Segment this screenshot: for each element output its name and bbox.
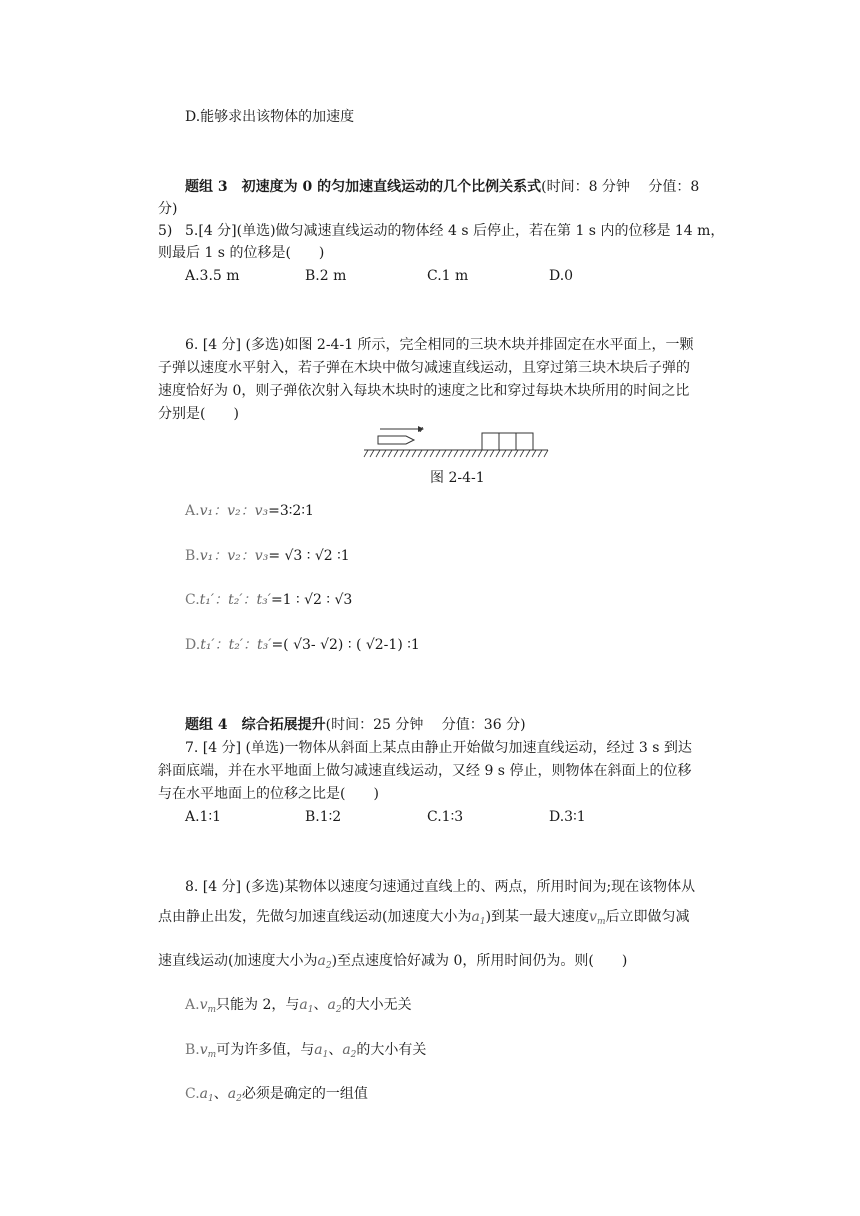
q8-option-c-text2: 必须是确定的一组值 xyxy=(241,1086,368,1102)
figure-caption: 图 2-4-1 xyxy=(430,470,485,486)
q6-option-d-value: =( √3- √2) ∶ ( √2-1) ∶1 xyxy=(271,637,420,653)
q8-option-c-a1: $a_1$ xyxy=(199,1086,214,1104)
q6-stem-line4: 分别是( ) xyxy=(158,406,239,422)
q8-symbol-vm: $v_m$ xyxy=(589,909,606,927)
q6-option-c-vars: t₁′：t₂′：t₃′ xyxy=(199,592,271,608)
q8-line2-part3: 后立即做匀减 xyxy=(605,909,690,925)
group4-title: 题组 4 综合拓展提升 xyxy=(185,717,326,733)
q8-option-a-a1: $a_1$ xyxy=(299,997,314,1015)
q8-option-b-prefix: B. xyxy=(185,1042,200,1058)
q7-option-c: C.1∶3 xyxy=(427,809,464,825)
q8-option-c-prefix: C. xyxy=(185,1086,200,1102)
q6-stem-line2: 子弹以速度水平射入，若子弹在木块中做匀减速直线运动，且穿过第三块木块后子弹的 xyxy=(158,360,690,376)
q6-option-c-prefix: C. xyxy=(185,592,200,608)
figure-bullet-blocks xyxy=(362,424,552,460)
bullet-shape xyxy=(378,436,414,444)
q6-stem-line3: 速度恰好为 0，则子弹依次射入每块木块时的速度之比和穿过每块木块所用的时间之比 xyxy=(158,383,690,399)
group3-header xyxy=(185,176,699,198)
q5-option-c: C.1 m xyxy=(427,268,469,284)
q8-line3-part2: )至点速度恰好减为 0，所用时间仍为。则( ) xyxy=(331,953,628,969)
ground-hatching xyxy=(364,450,548,457)
block-1 xyxy=(482,433,499,450)
q6-option-a xyxy=(185,500,314,522)
q4-option-d: D.能够求出该物体的加速度 xyxy=(185,109,355,125)
q6-option-c-value: =1 ∶ √2 ∶ √3 xyxy=(270,592,353,608)
q6-option-b-value: = √3 ∶ √2 ∶1 xyxy=(268,548,350,564)
q8-line2-part2: )到某一最大速度 xyxy=(485,909,590,925)
q5-option-b: B.2 m xyxy=(305,268,347,284)
q8-symbol-a2: $a_2$ xyxy=(317,953,332,971)
q8-stem-line3 xyxy=(158,950,627,977)
q6-option-d-vars: t₁′：t₂′：t₃′ xyxy=(200,637,272,653)
q8-stem-line2 xyxy=(158,906,690,933)
group3-meta-cont: 分) xyxy=(158,201,178,217)
block-2 xyxy=(499,433,516,450)
q7-option-a: A.1∶1 xyxy=(185,809,222,825)
q8-option-a xyxy=(185,994,412,1021)
q8-option-a-vm: $v_m$ xyxy=(199,997,217,1015)
group4-header xyxy=(185,714,526,736)
q8-line3-part1: 速直线运动(加速度大小为 xyxy=(158,953,318,969)
q7-option-b: B.1∶2 xyxy=(305,809,342,825)
q6-option-b xyxy=(185,545,350,567)
q8-option-a-prefix: A. xyxy=(185,997,200,1013)
q6-option-b-prefix: B. xyxy=(185,548,200,564)
q6-option-b-vars: v₁：v₂：v₃ xyxy=(199,548,269,564)
q8-option-a-text3: 的大小无关 xyxy=(341,997,412,1013)
q7-stem-line1: 7. [4 分] (单选)一物体从斜面上某点由静止开始做匀加速直线运动，经过 3 s 到达 xyxy=(185,740,692,756)
q8-option-a-text1: 只能为 2，与 xyxy=(216,997,300,1013)
q6-option-d-prefix: D. xyxy=(185,637,201,653)
q8-option-b-text2: 、 xyxy=(328,1042,343,1058)
q8-option-b xyxy=(185,1039,426,1066)
q6-option-a-prefix: A. xyxy=(185,503,200,519)
q8-option-a-text2: 、 xyxy=(313,997,328,1013)
q8-option-b-a1: $a_1$ xyxy=(314,1042,329,1060)
group3-index: 5) xyxy=(158,223,173,239)
group3-title: 题组 3 初速度为 0 的匀加速直线运动的几个比例关系式 xyxy=(185,179,542,195)
group3-meta: (时间：8 分钟 分值：8 xyxy=(541,179,700,195)
q8-option-a-a2: $a_2$ xyxy=(327,997,342,1015)
q7-stem-line3: 与在水平地面上的位移之比是( ) xyxy=(158,786,379,802)
q6-option-c xyxy=(185,589,352,611)
q8-symbol-a1: $a_1$ xyxy=(471,909,486,927)
q5-option-d: D.0 xyxy=(549,268,574,284)
q5-stem-line1: 5.[4 分](单选)做匀减速直线运动的物体经 4 s 后停止，若在第 1 s 内的位移是 14 m， xyxy=(185,223,725,239)
q6-stem-line1: 6. [4 分] (多选)如图 2-4-1 所示，完全相同的三块木块并排固定在水平面上，一颗 xyxy=(185,337,694,353)
q8-line2-part1: 点由静止出发，先做匀加速直线运动(加速度大小为 xyxy=(158,909,472,925)
q8-option-b-a2: $a_2$ xyxy=(342,1042,357,1060)
q6-option-d xyxy=(185,634,420,656)
q6-option-a-vars: v₁：v₂：v₃ xyxy=(199,503,269,519)
q5-option-a: A.3.5 m xyxy=(185,268,240,284)
q8-stem-line1: 8. [4 分] (多选)某物体以速度匀速通过直线上的、两点，所用时间为;现在该物体从 xyxy=(185,879,696,895)
q8-option-b-text3: 的大小有关 xyxy=(356,1042,427,1058)
q8-option-b-text1: 可为许多值，与 xyxy=(216,1042,315,1058)
q8-option-b-vm: $v_m$ xyxy=(199,1042,217,1060)
q5-stem-line2: 则最后 1 s 的位移是( ) xyxy=(158,245,325,261)
q8-option-c-text1: 、 xyxy=(213,1086,228,1102)
q8-option-c-a2: $a_2$ xyxy=(227,1086,242,1104)
q7-stem-line2: 斜面底端，并在水平地面上做匀减速直线运动，又经 9 s 停止，则物体在斜面上的位移 xyxy=(158,763,692,779)
group4-meta: (时间：25 分钟 分值：36 分) xyxy=(325,717,526,733)
block-3 xyxy=(516,433,533,450)
q8-option-c xyxy=(185,1083,368,1110)
velocity-label: v xyxy=(418,425,424,435)
q7-option-d: D.3∶1 xyxy=(549,809,586,825)
q6-option-a-value: =3∶2∶1 xyxy=(268,503,314,519)
